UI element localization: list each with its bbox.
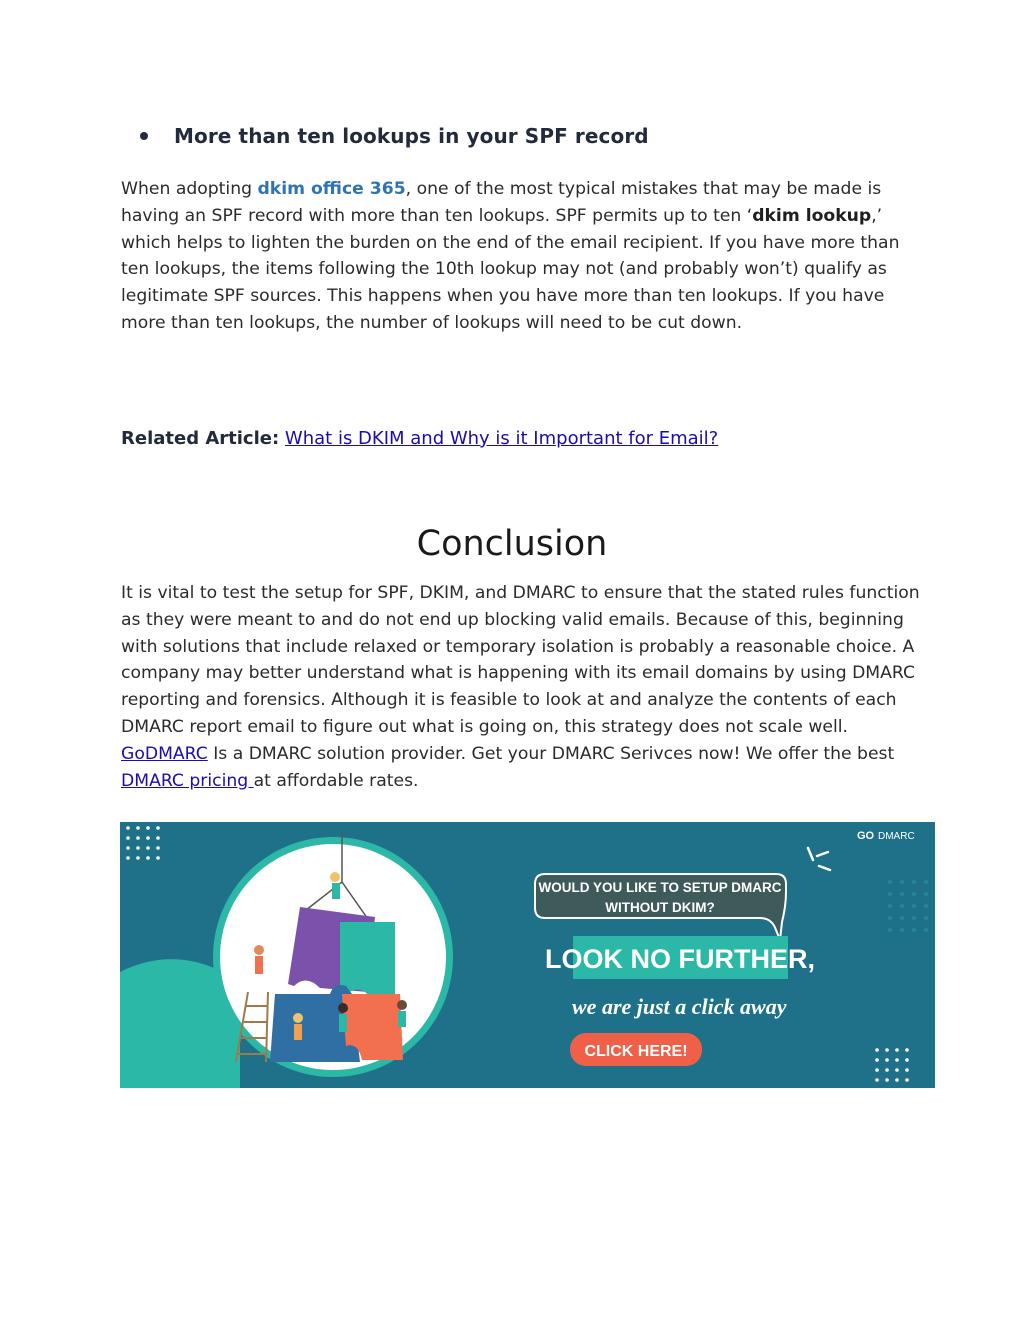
banner-headline: LOOK NO FURTHER, [545,944,815,974]
conclusion-heading: Conclusion [416,524,608,564]
click-here-button[interactable] [570,1033,702,1066]
keyword-dkim-office-365: dkim office 365 [257,179,406,199]
banner-tagline: we are just a click away [572,994,787,1019]
logo-go-text: GO [857,830,875,842]
intro-text-1: When adopting [121,179,258,199]
related-article [121,428,718,449]
conclusion-text-2: Is a DMARC solution provider. Get your DMARC Serivces now! We offer the best [207,743,895,764]
dmarc-pricing-link[interactable]: DMARC pricing [121,770,254,791]
banner-question-line2: WITHOUT DKIM? [605,900,715,915]
bullet-icon [140,132,148,140]
logo-dmarc-text: DMARC [878,831,915,842]
click-here-label: CLICK HERE! [584,1043,688,1060]
conclusion-text-1: It is vital to test the setup for SPF, DKIM, and DMARC to ensure that the stated rules function as they were meant to and do not end up blocking valid emails. Because of this, beginning with solutions that include relaxed or temporary isolation is probably a reasonable choice. A company may better understand what is happening with its email domains by using DMARC reporting and forensics. Although it is feasible to look at and analyze the contents of each DMARC report email to figure out what is going on, this strategy does not scale well. [121,583,920,737]
related-article-link[interactable]: What is DKIM and Why is it Important for Email? [284,428,719,449]
intro-text-2: , one of the most typical mistakes that may be made is having an SPF record with more than ten lookups. SPF permits up to ten ‘ [121,179,882,226]
intro-text-3: ,’ which helps to lighten the burden on the end of the email recipient. If you have more than ten lookups, the items following the 10th lookup may not (and probably won’t) qualify as legitimate SPF sources. This happens when you have more than ten lookups. If you have more than ten lookups, the number of lookups will need to be cut down. [121,205,900,333]
banner-graphic [120,822,935,1088]
bullet-item [140,124,649,148]
godmarc-link[interactable]: GoDMARC [121,743,208,764]
keyword-dkim-lookup: dkim lookup [752,205,872,226]
conclusion-paragraph [121,580,921,794]
intro-paragraph [121,176,921,337]
conclusion-text-3: at affordable rates. [253,770,419,791]
related-article-label: Related Article: [121,428,280,449]
godmarc-promo-banner[interactable] [120,822,935,1088]
godmarc-logo [853,826,931,843]
bullet-heading: More than ten lookups in your SPF record [174,124,649,148]
banner-question-line1: WOULD YOU LIKE TO SETUP DMARC [538,880,782,895]
